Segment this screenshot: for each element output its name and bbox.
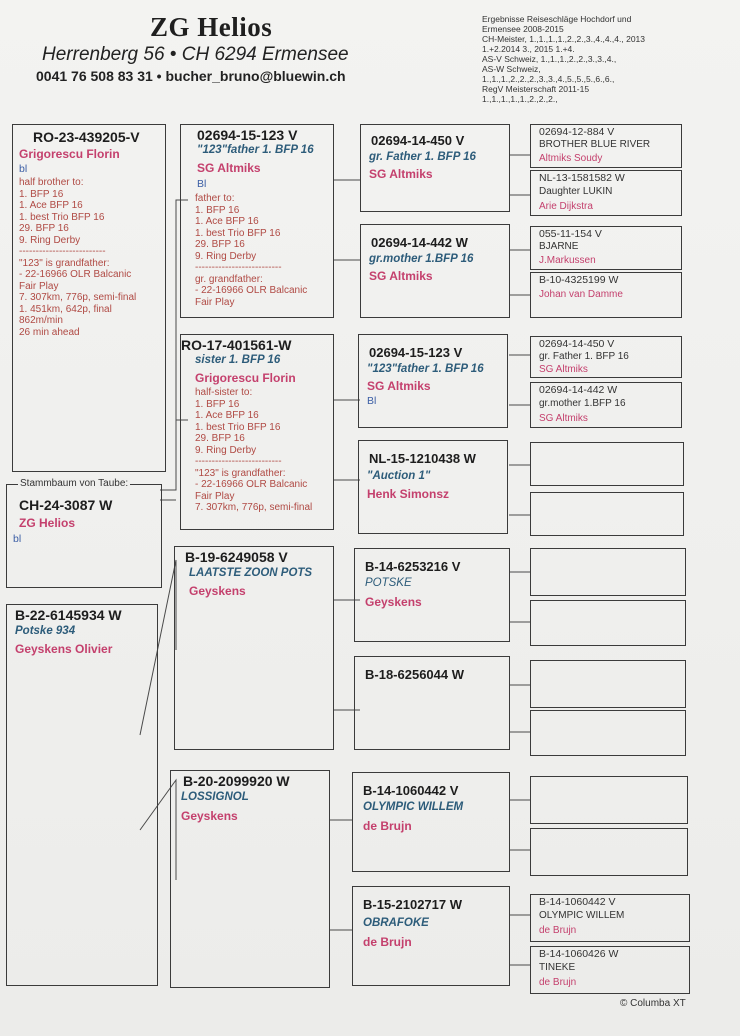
- gen4-box-5: [530, 336, 682, 378]
- owner-name: Altmiks Soudy: [539, 153, 603, 164]
- copyright: © Columba XT: [620, 998, 686, 1009]
- pigeon-name: OLYMPIC WILLEM: [363, 801, 464, 813]
- pigeon-name: sister 1. BFP 16: [195, 354, 281, 366]
- owner-name: Grigorescu Florin: [19, 147, 120, 161]
- pigeon-name: "123"father 1. BFP 16: [197, 144, 314, 156]
- gen4-box-8: [530, 492, 684, 536]
- color-code: Bl: [367, 395, 377, 407]
- owner-name: Henk Simonsz: [367, 487, 450, 501]
- gen3-box-7: [352, 772, 510, 872]
- ring-number: B-14-1060426 W: [539, 948, 619, 960]
- ring-number: B-14-1060442 V: [539, 896, 616, 908]
- color-code: bl: [19, 163, 28, 175]
- pigeon-name: "123"father 1. BFP 16: [367, 363, 484, 375]
- pigeon-name: OLYMPIC WILLEM: [539, 910, 625, 921]
- pigeon-name: OBRAFOKE: [363, 917, 429, 929]
- ring-number: 02694-15-123 V: [369, 345, 463, 360]
- dam-sire-box: [174, 546, 334, 750]
- gen4-box-6: [530, 382, 682, 428]
- pigeon-name: gr.mother 1.BFP 16: [369, 253, 474, 265]
- gen3-box-2: [360, 224, 510, 318]
- pigeon-name: gr. Father 1. BFP 16: [369, 151, 476, 163]
- pigeon-name: LAATSTE ZOON POTS: [189, 567, 313, 579]
- dam-box: [6, 604, 158, 986]
- dam-dam-box: [170, 770, 330, 988]
- gen4-box-2: [530, 170, 682, 216]
- pigeon-name: LOSSIGNOL: [181, 791, 249, 803]
- owner-name: SG Altmiks: [367, 379, 431, 393]
- gen4-box-3: [530, 226, 682, 270]
- sire-box: [180, 124, 334, 318]
- color-code: bl: [13, 533, 22, 545]
- owner-name: Geyskens: [189, 584, 246, 598]
- sibling-father-box: [12, 124, 166, 472]
- ring-number: NL-13-1581582 W: [539, 172, 625, 184]
- gen3-box-1: [360, 124, 510, 212]
- ring-number: 02694-14-442 W: [371, 235, 468, 250]
- ring-number: 02694-14-442 W: [539, 384, 618, 396]
- gen4-box-7: [530, 442, 684, 486]
- performance-notes: father to: 1. BFP 16 1. Ace BFP 16 1. best Trio BFP 16 29. BFP 16 9. Ring Derby -------------------------- gr. grandfather: - 22-16966 OLR Balcanic Fair Play: [195, 193, 308, 308]
- owner-name: de Brujn: [363, 935, 412, 949]
- owner-name: Geyskens Olivier: [15, 642, 113, 656]
- pigeon-name: TINEKE: [539, 962, 576, 973]
- ring-number: RO-17-401561-W: [181, 337, 292, 353]
- gen4-box-12: [530, 710, 686, 756]
- ring-number: B-22-6145934 W: [15, 607, 122, 623]
- owner-name: SG Altmiks: [369, 269, 433, 283]
- owner-name: Geyskens: [365, 595, 422, 609]
- pigeon-name: "Auction 1": [367, 470, 431, 482]
- gen4-box-1: [530, 124, 682, 168]
- gen4-box-15: [530, 894, 690, 942]
- owner-name: SG Altmiks: [197, 161, 261, 175]
- gen4-box-11: [530, 660, 686, 708]
- ring-number: B-14-1060442 V: [363, 783, 459, 798]
- ring-number: B-19-6249058 V: [185, 549, 288, 565]
- gen4-box-13: [530, 776, 688, 824]
- performance-notes: half brother to: 1. BFP 16 1. Ace BFP 16 1. best Trio BFP 16 29. BFP 16 9. Ring Derby -------------------------- "123" is grandfather: - 22-16966 OLR Balcanic Fair Play 7. 307km, 776p, semi-final 1. 451km, 642p, final 862m/min 26 min ahead: [19, 177, 137, 338]
- subject-label: Stammbaum von Taube:: [20, 478, 129, 489]
- owner-name: Arie Dijkstra: [539, 201, 593, 212]
- owner-name: SG Altmiks: [539, 413, 588, 424]
- ring-number: RO-23-439205-V: [33, 129, 140, 145]
- ring-number: B-14-6253216 V: [365, 559, 461, 574]
- ring-number: 02694-14-450 V: [371, 133, 465, 148]
- ring-number: 055-11-154 V: [539, 228, 602, 240]
- ring-number: NL-15-1210438 W: [369, 451, 476, 466]
- ring-number: B-10-4325199 W: [539, 274, 619, 286]
- pigeon-name: gr.mother 1.BFP 16: [539, 398, 626, 409]
- loft-address: Herrenberg 56 • CH 6294 Ermensee: [42, 44, 349, 65]
- gen4-box-10: [530, 600, 686, 646]
- ring-number: 02694-14-450 V: [539, 338, 615, 350]
- owner-name: SG Altmiks: [369, 167, 433, 181]
- subject-box: [6, 484, 162, 588]
- gen3-box-3: [358, 334, 508, 428]
- pigeon-name: BJARNE: [539, 241, 579, 252]
- gen4-box-9: [530, 548, 686, 596]
- loft-title: ZG Helios: [150, 12, 273, 42]
- pigeon-name: Potske 934: [15, 625, 76, 637]
- owner-name: de Brujn: [539, 977, 577, 988]
- color-code: Bl: [197, 178, 207, 190]
- gen3-box-8: [352, 886, 510, 986]
- pigeon-name: gr. Father 1. BFP 16: [539, 351, 629, 362]
- loft-contact: 0041 76 508 83 31 • bucher_bruno@bluewin.ch: [36, 68, 346, 84]
- pigeon-name: Daughter LUKIN: [539, 186, 613, 197]
- ring-number: 02694-12-884 V: [539, 126, 615, 138]
- owner-name: SG Altmiks: [539, 364, 588, 375]
- results-summary: Ergebnisse Reiseschläge Hochdorf und Ermensee 2008-2015 CH-Meister, 1.,1.,1.,1.,2.,2.,3.,4.,4.,4., 2013 1.+2.2014 3., 2015 1.+4. AS-V Schweiz, 1.,1.,1.,2.,2.,3.,3.,4., AS-W Schweiz, 1.,1.,1.,2.,2.,2.,3.,3.,4.,5.,5.,5.,6.,6., RegV Meisterschaft 2011-15 1.,1.,1.,1.,1.,2.,2.,2.,: [482, 14, 646, 104]
- owner-name: Johan van Damme: [539, 289, 623, 300]
- gen3-box-6: [354, 656, 510, 750]
- owner-name: de Brujn: [363, 819, 412, 833]
- owner-name: de Brujn: [539, 925, 577, 936]
- pigeon-name: POTSKE: [365, 577, 412, 589]
- ring-number: CH-24-3087 W: [19, 497, 113, 513]
- gen4-box-14: [530, 828, 688, 876]
- gen4-box-16: [530, 946, 690, 994]
- ring-number: B-15-2102717 W: [363, 897, 462, 912]
- owner-name: J.Markussen: [539, 255, 596, 266]
- gen3-box-5: [354, 548, 510, 642]
- owner-name: Grigorescu Florin: [195, 371, 296, 385]
- pigeon-name: BROTHER BLUE RIVER: [539, 139, 651, 150]
- sire-sister-box: [180, 334, 334, 530]
- ring-number: B-18-6256044 W: [365, 667, 464, 682]
- ring-number: 02694-15-123 V: [197, 127, 298, 143]
- owner-name: ZG Helios: [19, 516, 76, 530]
- gen4-box-4: [530, 272, 682, 318]
- owner-name: Geyskens: [181, 809, 238, 823]
- gen3-box-4: [358, 440, 508, 534]
- performance-notes: half-sister to: 1. BFP 16 1. Ace BFP 16 1. best Trio BFP 16 29. BFP 16 9. Ring Derby -------------------------- "123" is grandfather: - 22-16966 OLR Balcanic Fair Play 7. 307km, 776p, semi-final: [195, 387, 313, 513]
- ring-number: B-20-2099920 W: [183, 773, 290, 789]
